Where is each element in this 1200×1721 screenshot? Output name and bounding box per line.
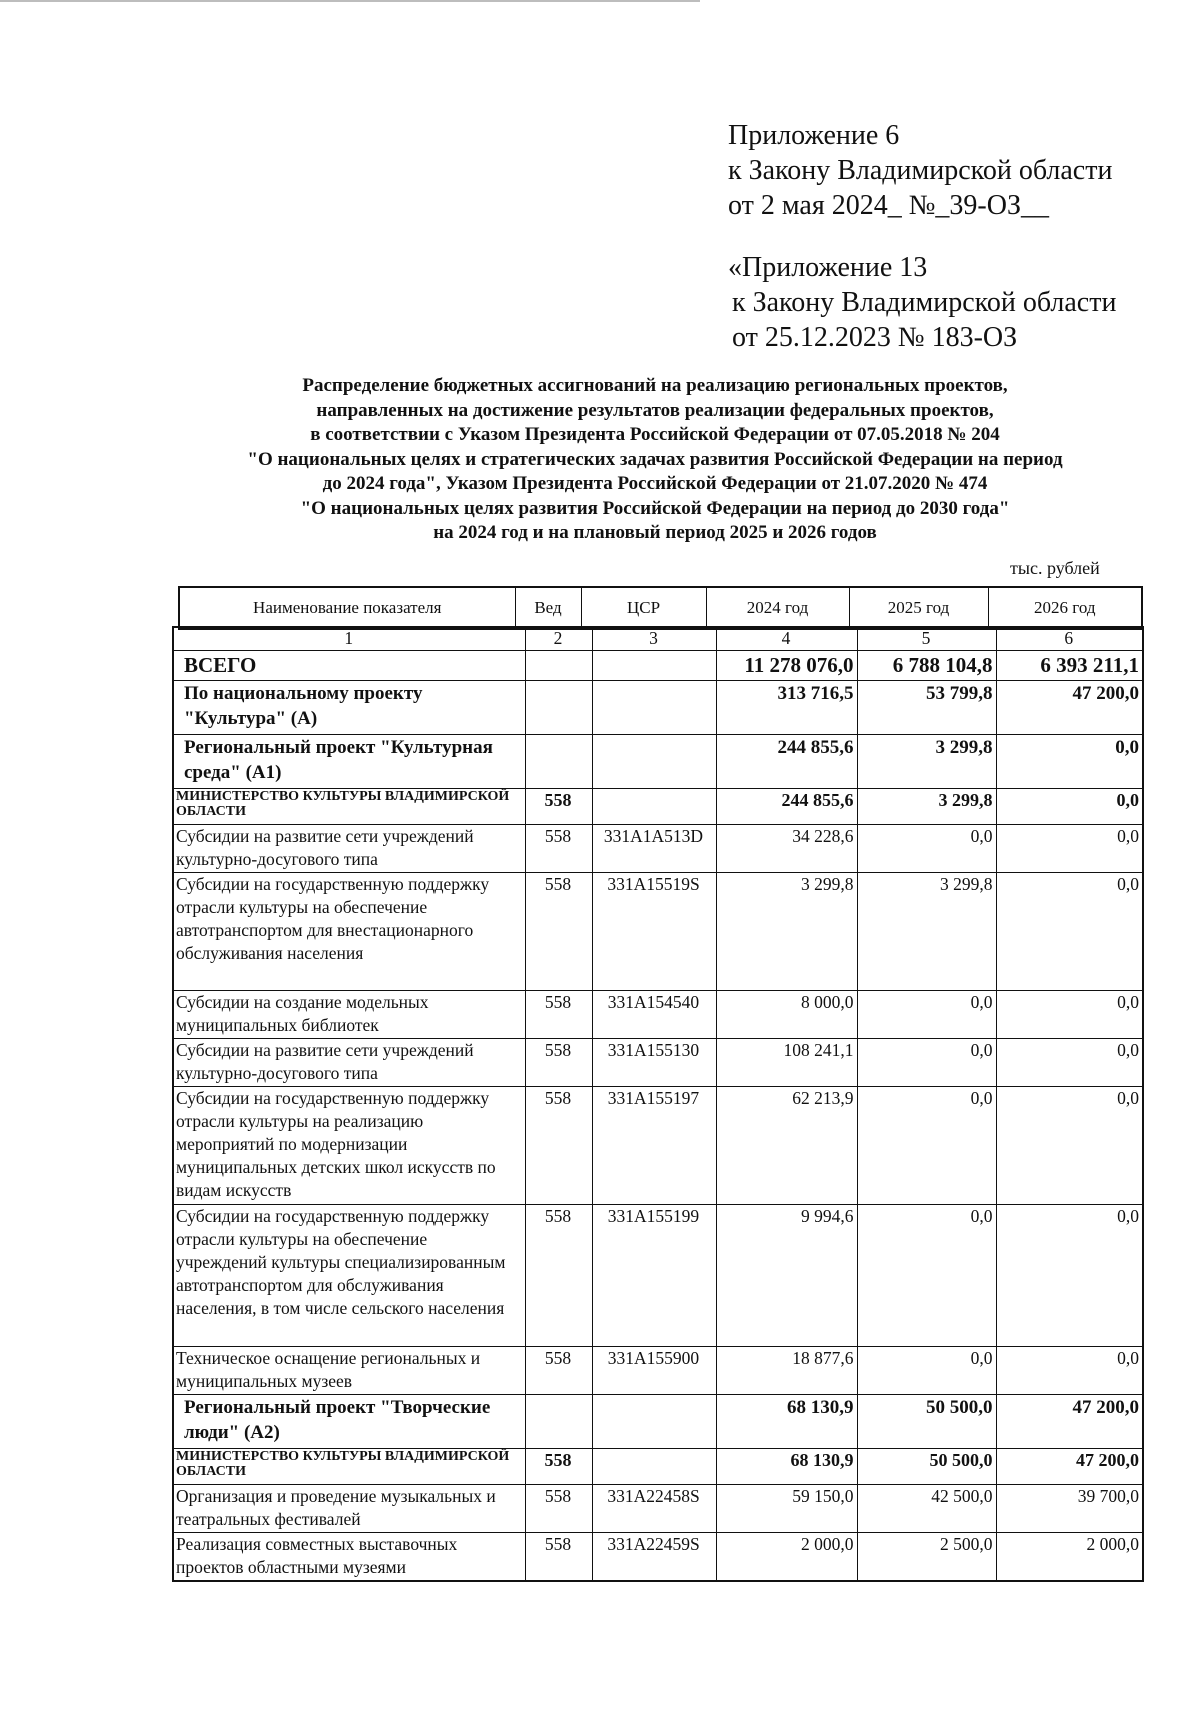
row-2024: 9 994,6 (716, 1205, 857, 1347)
row-2025: 50 500,0 (857, 1395, 996, 1449)
table-header (178, 586, 1143, 630)
row-2025: 50 500,0 (857, 1449, 996, 1485)
title-line: "О национальных целях и стратегических задачах развития Российской Федерации на период (247, 448, 1063, 470)
row-2024: 244 855,6 (716, 789, 857, 825)
row-csr: 331А155197 (592, 1087, 716, 1205)
column-header-csr: ЦСР (581, 587, 706, 629)
row-2025: 3 299,8 (857, 873, 996, 991)
title-line: в соответствии с Указом Президента Российской Федерации от 07.05.2018 № 204 (310, 424, 1000, 445)
row-2025: 0,0 (857, 1087, 996, 1205)
row-2025: 53 799,8 (857, 681, 996, 735)
table-row (173, 1039, 1143, 1087)
title-line: до 2024 года", Указом Президента Российской Федерации от 21.07.2020 № 474 (322, 473, 988, 494)
table-row-total (173, 651, 1143, 681)
column-numbers-row (173, 627, 1143, 651)
row-2024: 313 716,5 (716, 681, 857, 735)
row-csr: 331А155199 (592, 1205, 716, 1347)
row-csr (592, 1449, 716, 1485)
row-ved: 558 (525, 1449, 592, 1485)
row-2025: 42 500,0 (857, 1485, 996, 1533)
row-2026: 0,0 (996, 825, 1143, 873)
row-name: Реализация совместных выставочных проектов областными музеями (173, 1533, 525, 1581)
row-ved: 558 (525, 1347, 592, 1395)
row-ved: 558 (525, 1205, 592, 1347)
column-number: 1 (173, 627, 525, 651)
row-name: Субсидии на государственную поддержку отрасли культуры на реализацию мероприятий по модернизации муниципальных детских школ искусств по видам искусств (173, 1087, 525, 1205)
title-line: направленных на достижение результатов реализации федеральных проектов, (316, 399, 994, 421)
row-2025: 0,0 (857, 825, 996, 873)
row-csr: 331А15519S (592, 873, 716, 991)
table-row-ministry (173, 789, 1143, 825)
row-csr: 331А1А513D (592, 825, 716, 873)
row-2026: 47 200,0 (996, 1449, 1143, 1485)
row-2026: 0,0 (996, 1039, 1143, 1087)
table-row (173, 991, 1143, 1039)
column-header-name: Наименование показателя (179, 587, 515, 629)
row-name: МИНИСТЕРСТВО КУЛЬТУРЫ ВЛАДИМИРСКОЙ ОБЛАСТИ (173, 1449, 525, 1485)
table-row (173, 873, 1143, 991)
row-2026: 47 200,0 (996, 1395, 1143, 1449)
table-row-ministry (173, 1449, 1143, 1485)
row-2025: 2 500,0 (857, 1533, 996, 1581)
row-2025: 0,0 (857, 1039, 996, 1087)
units-label: тыс. рублей (1010, 558, 1100, 578)
row-2024: 68 130,9 (716, 1449, 857, 1485)
column-number: 4 (716, 627, 857, 651)
row-2026: 0,0 (996, 1205, 1143, 1347)
column-number: 5 (857, 627, 996, 651)
row-csr (592, 651, 716, 681)
column-header-2026: 2026 год (988, 587, 1142, 629)
row-ved (525, 735, 592, 789)
row-2025: 6 788 104,8 (857, 651, 996, 681)
row-ved (525, 1395, 592, 1449)
row-name: Субсидии на развитие сети учреждений культурно-досугового типа (173, 825, 525, 873)
column-header-2024: 2024 год (706, 587, 849, 629)
row-csr: 331А22458S (592, 1485, 716, 1533)
title-line: на 2024 год и на плановый период 2025 и 2026 годов (433, 522, 877, 543)
row-2026: 0,0 (996, 873, 1143, 991)
table-row-regional-project (173, 735, 1143, 789)
row-name: Субсидии на государственную поддержку отрасли культуры на обеспечение учреждений культуры специализированным автотранспортом для обслуживания населения, в том числе сельского населения (173, 1205, 525, 1347)
row-csr (592, 1395, 716, 1449)
budget-table (172, 626, 1144, 1582)
row-ved: 558 (525, 1039, 592, 1087)
row-ved: 558 (525, 1087, 592, 1205)
row-2026: 47 200,0 (996, 681, 1143, 735)
appendix-line: к Закону Владимирской области (732, 287, 1117, 318)
appendix-line: от 25.12.2023 № 183-ОЗ (732, 322, 1018, 353)
row-ved: 558 (525, 873, 592, 991)
row-ved: 558 (525, 1485, 592, 1533)
row-2024: 11 278 076,0 (716, 651, 857, 681)
table-row (173, 1205, 1143, 1347)
title-line: Распределение бюджетных ассигнований на реализацию региональных проектов, (302, 375, 1008, 396)
row-2026: 0,0 (996, 735, 1143, 789)
row-ved (525, 681, 592, 735)
row-2026: 0,0 (996, 789, 1143, 825)
column-number: 3 (592, 627, 716, 651)
table-row (173, 1485, 1143, 1533)
row-2026: 6 393 211,1 (996, 651, 1143, 681)
table-row (173, 1533, 1143, 1581)
row-ved (525, 651, 592, 681)
row-name: Субсидии на государственную поддержку отрасли культуры на обеспечение автотранспортом для внестационарного обслуживания населения (173, 873, 525, 991)
row-csr: 331А155130 (592, 1039, 716, 1087)
appendix-line: «Приложение 13 (728, 252, 928, 283)
amended-appendix-header (728, 250, 1116, 355)
row-2024: 8 000,0 (716, 991, 857, 1039)
row-2026: 0,0 (996, 1347, 1143, 1395)
row-name: Субсидии на создание модельных муниципальных библиотек (173, 991, 525, 1039)
appendix-line: к Закону Владимирской области (728, 155, 1113, 186)
row-name: Организация и проведение музыкальных и театральных фестивалей (173, 1485, 525, 1533)
row-name: МИНИСТЕРСТВО КУЛЬТУРЫ ВЛАДИМИРСКОЙ ОБЛАСТИ (173, 789, 525, 825)
row-2025: 0,0 (857, 1347, 996, 1395)
row-csr (592, 735, 716, 789)
row-name: ВСЕГО (173, 651, 525, 681)
table-row (173, 825, 1143, 873)
table-row (173, 1087, 1143, 1205)
row-2024: 3 299,8 (716, 873, 857, 991)
row-2024: 59 150,0 (716, 1485, 857, 1533)
row-2026: 39 700,0 (996, 1485, 1143, 1533)
document-title (170, 374, 1140, 546)
appendix-line: от 2 мая 2024_ №_39-ОЗ__ (728, 190, 1049, 221)
row-2025: 3 299,8 (857, 789, 996, 825)
table-row-national-project (173, 681, 1143, 735)
row-ved: 558 (525, 825, 592, 873)
column-number: 2 (525, 627, 592, 651)
row-2024: 2 000,0 (716, 1533, 857, 1581)
row-csr (592, 681, 716, 735)
scan-top-rule (0, 0, 700, 2)
row-2024: 68 130,9 (716, 1395, 857, 1449)
row-2026: 0,0 (996, 1087, 1143, 1205)
table-row-regional-project (173, 1395, 1143, 1449)
row-2025: 0,0 (857, 1205, 996, 1347)
row-csr: 331А22459S (592, 1533, 716, 1581)
appendix-header (728, 118, 1112, 223)
row-2025: 0,0 (857, 991, 996, 1039)
row-2025: 3 299,8 (857, 735, 996, 789)
row-ved: 558 (525, 991, 592, 1039)
row-2026: 0,0 (996, 991, 1143, 1039)
row-2024: 34 228,6 (716, 825, 857, 873)
row-name: Региональный проект "Творческие люди" (А2) (173, 1395, 525, 1449)
row-2026: 2 000,0 (996, 1533, 1143, 1581)
table-row (173, 1347, 1143, 1395)
row-name: Региональный проект "Культурная среда" (А1) (173, 735, 525, 789)
column-header-ved: Вед (515, 587, 581, 629)
row-csr: 331А154540 (592, 991, 716, 1039)
row-csr: 331А155900 (592, 1347, 716, 1395)
appendix-line: Приложение 6 (728, 120, 900, 151)
row-2024: 108 241,1 (716, 1039, 857, 1087)
row-ved: 558 (525, 789, 592, 825)
row-name: Техническое оснащение региональных и муниципальных музеев (173, 1347, 525, 1395)
row-name: По национальному проекту "Культура" (А) (173, 681, 525, 735)
row-2024: 62 213,9 (716, 1087, 857, 1205)
column-number: 6 (996, 627, 1143, 651)
column-header-2025: 2025 год (849, 587, 988, 629)
title-line: "О национальных целях развития Российской Федерации на период до 2030 года" (300, 497, 1010, 519)
row-csr (592, 789, 716, 825)
row-name: Субсидии на развитие сети учреждений культурно-досугового типа (173, 1039, 525, 1087)
row-2024: 18 877,6 (716, 1347, 857, 1395)
row-ved: 558 (525, 1533, 592, 1581)
row-2024: 244 855,6 (716, 735, 857, 789)
